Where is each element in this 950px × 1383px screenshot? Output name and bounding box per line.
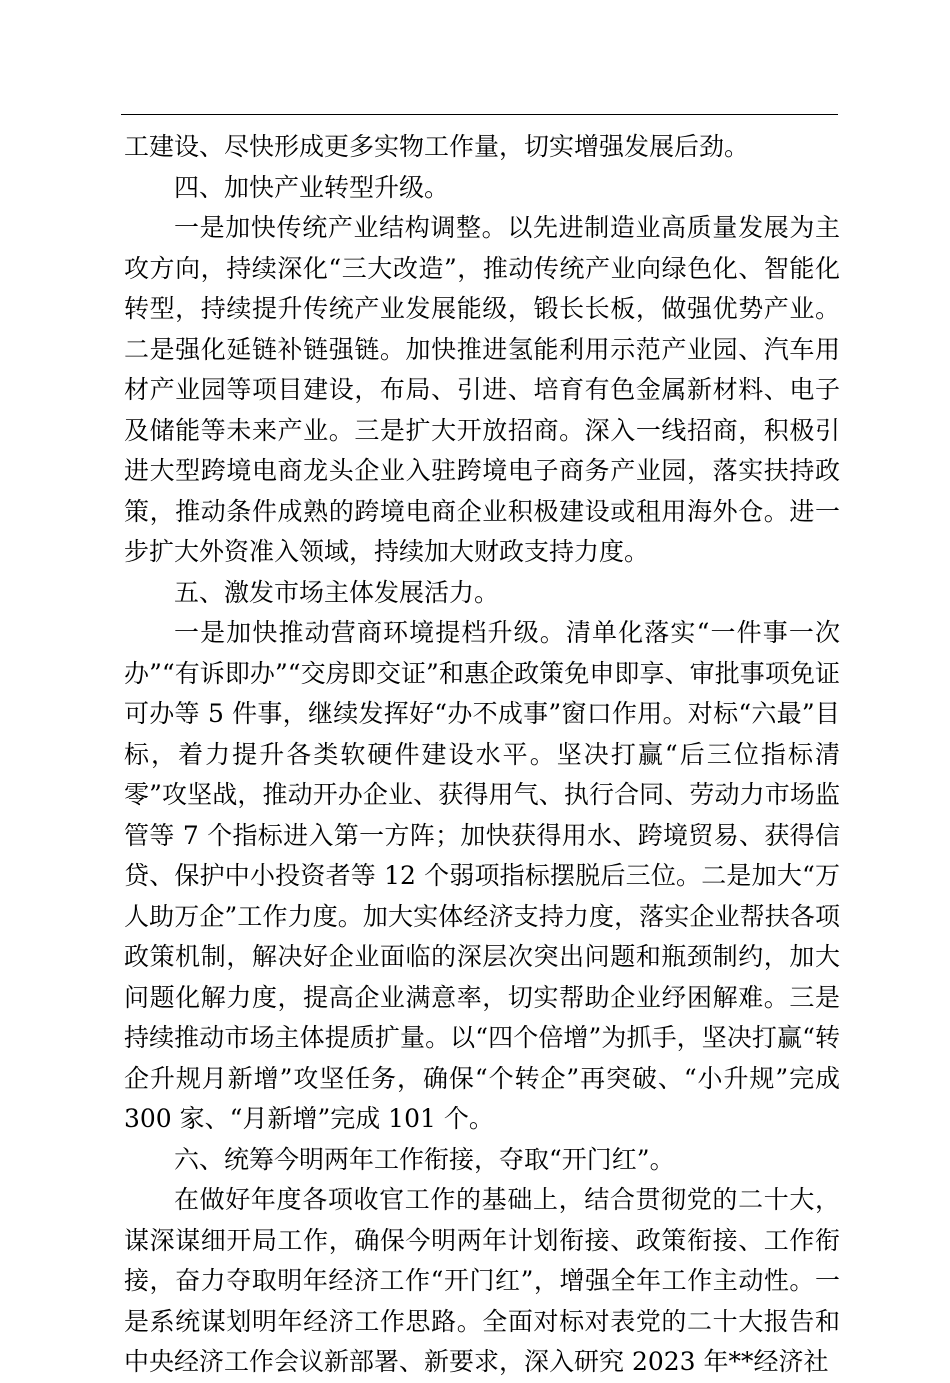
header-rule [121, 114, 838, 115]
paragraph-industry-upgrade: 一是加快传统产业结构调整。以先进制造业高质量发展为主攻方向，持续深化“三大改造”，推动传统产业向绿色化、智能化转型，持续提升传统产业发展能级，锻长长板，做强优势产业。二是强化延链补链强链。加快推进氢能利用示范产业园、汽车用材产业园等项目建设，布局、引进、培育有色金属新材料、电子及储能等未来产业。三是扩大开放招商。深入一线招商，积极引进大型跨境电商龙头企业入驻跨境电子商务产业园，落实扶持政策，推动条件成熟的跨境电商企业积极建设或租用海外仓。进一步扩大外资准入领域，持续加大财政支持力度。 [124, 213, 840, 566]
section-heading-5: 五、激发市场主体发展活力。 [174, 577, 500, 607]
document-body [124, 127, 840, 1383]
paragraph-work-connection: 在做好年度各项收官工作的基础上，结合贯彻党的二十大，谋深谋细开局工作，确保今明两年计划衔接、政策衔接、工作衔接，奋力夺取明年经济工作“开门红”，增强全年工作主动性。一是系统谋划明年经济工作思路。全面对标对表党的二十大报告和中央经济工作会议新部署、新要求，深入研究 2023 年**经济社 [124, 1185, 840, 1376]
section-heading-4: 四、加快产业转型升级。 [174, 172, 450, 202]
paragraph-continuation: 工建设、尽快形成更多实物工作量，切实增强发展后劲。 [124, 132, 750, 161]
paragraph-market-vitality: 一是加快推动营商环境提档升级。清单化落实“一件事一次办”“有诉即办”“交房即交证”和惠企政策免申即享、审批事项免证可办等 5 件事，继续发挥好“办不成事”窗口作用。对标“六最”目标，着力提升各类软硬件建设水平。坚决打赢“后三位指标清零”攻坚战，推动开办企业、获得用气、执行合同、劳动力市场监管等 7 个指标进入第一方阵；加快获得用水、跨境贸易、获得信贷、保护中小投资者等 12 个弱项指标摆脱后三位。二是加大“万人助万企”工作力度。加大实体经济支持力度，落实企业帮扶各项政策机制，解决好企业面临的深层次突出问题和瓶颈制约，加大问题化解力度，提高企业满意率，切实帮助企业纾困解难。三是持续推动市场主体提质扩量。以“四个倍增”为抓手，坚决打赢“转企升规月新增”攻坚任务，确保“个转企”再突破、“小升规”完成 300 家、“月新增”完成 101 个。 [124, 618, 840, 1133]
section-heading-6: 六、统筹今明两年工作衔接，夺取“开门红”。 [174, 1144, 675, 1174]
